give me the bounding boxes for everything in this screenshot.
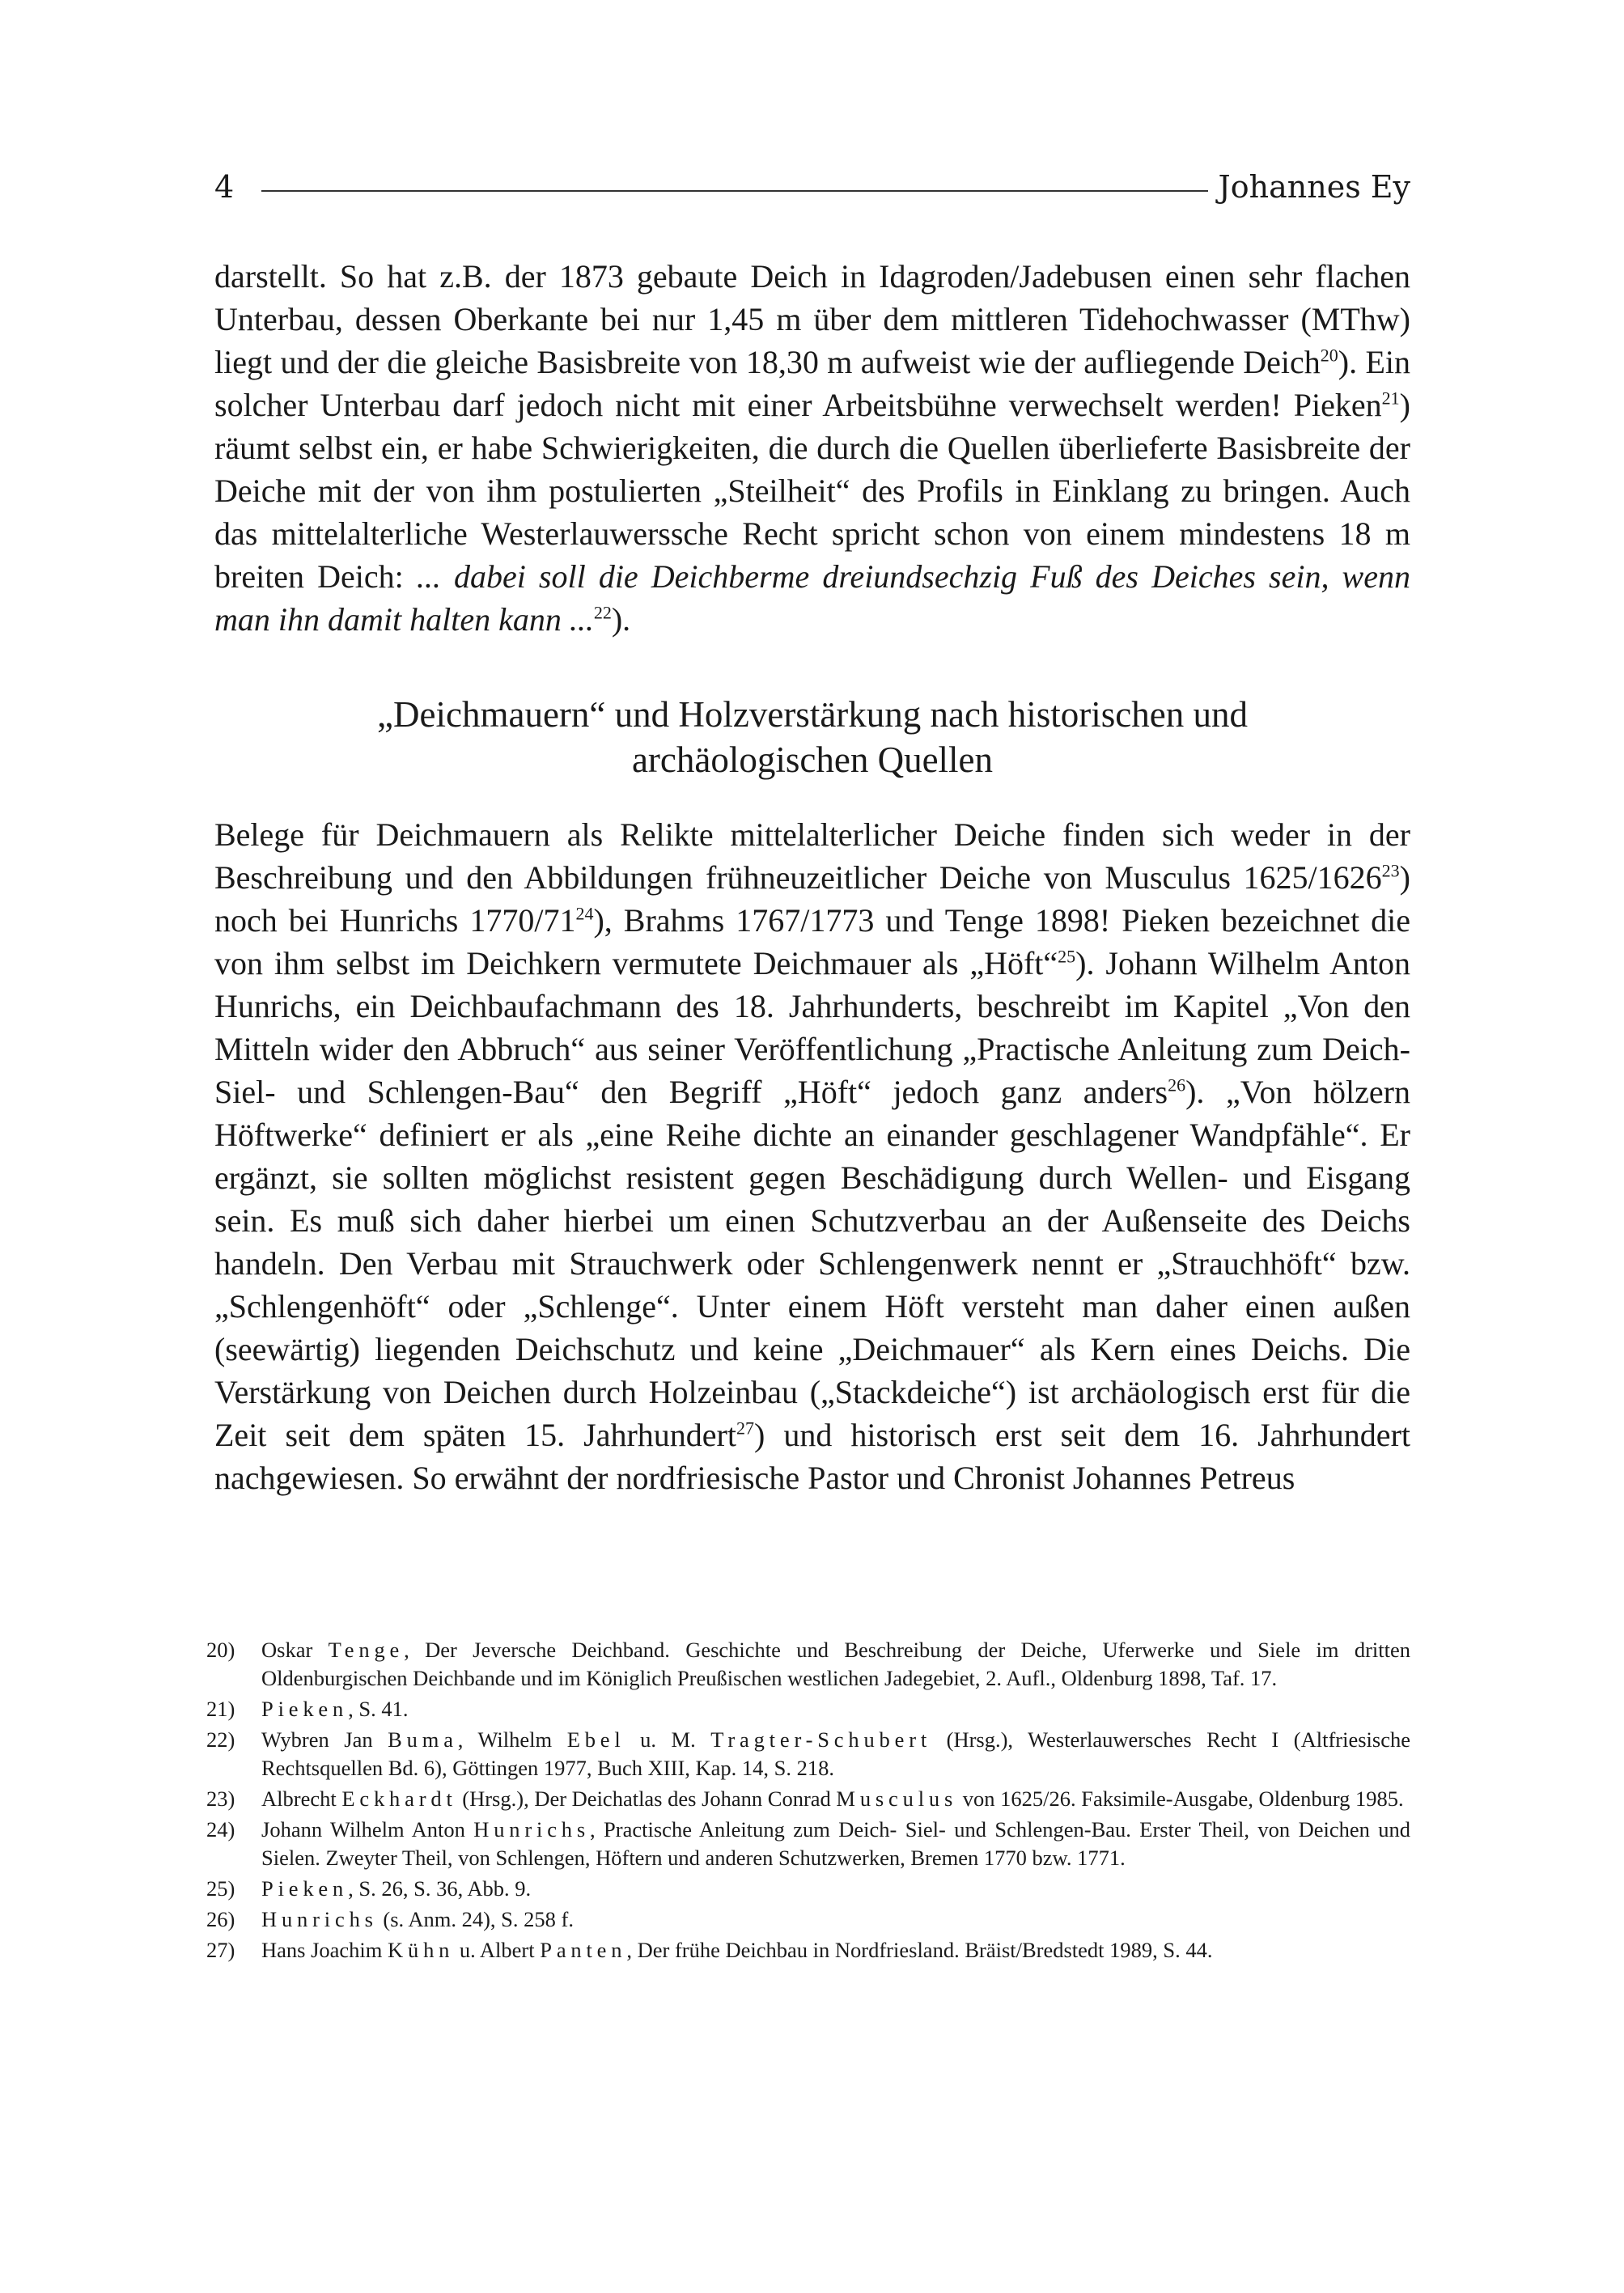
- paragraph-main: [214, 813, 1410, 1499]
- footnote-author-name: Hunrichs: [261, 1907, 378, 1931]
- footnote-text-part: , S. 41.: [348, 1697, 409, 1721]
- section-heading: [214, 692, 1410, 782]
- paragraph-intro: [214, 255, 1410, 641]
- footnote-text-part: (Hrsg.), Der Deichatlas des Johann Conrad: [456, 1787, 837, 1811]
- para2-text-4: ). Johann Wilhelm Anton Hunrichs, ein Deichbaufachmann des 18. Jahrhunderts, beschreibt im Kapitel „Von den Mitteln wider den Abbruch“ aus seiner Veröffentlichung „Practische Anleitung zum Deich- Siel- und Schlengen-Bau“ den Begriff „Höft“ jedoch ganz anders: [214, 945, 1410, 1110]
- footnote-text: [261, 1636, 1410, 1693]
- para2-text-1: Belege für Deichmauern als Relikte mittelalterlicher Deiche finden sich weder in der Beschreibung und den Abbildungen frühneuzeitlicher Deiche von Musculus 1625/1626: [214, 816, 1410, 896]
- footnote-20: [206, 1636, 1410, 1693]
- para1-text-4: ).: [611, 601, 631, 638]
- footnote-text-part: , Der Jeversche Deichband. Geschichte und Beschreibung der Deiche, Uferwerke und Siele im dritten Oldenburgischen Deichbande und im Königlich Preußischen westlichen Jadegebiet, 2. Aufl., Oldenburg 1898, Taf. 17.: [261, 1638, 1410, 1690]
- footnote-number: 22): [206, 1727, 235, 1752]
- footnote-text-part: Wybren Jan: [261, 1727, 388, 1752]
- footnote-number: 20): [206, 1638, 235, 1662]
- footnote-text: [261, 1785, 1410, 1813]
- footnote-author-name: Ebel: [566, 1727, 625, 1752]
- footnotes: [206, 1636, 1410, 1967]
- footnote-ref-25: 25: [1058, 946, 1076, 967]
- footnote-text: [261, 1816, 1410, 1872]
- footnote-text-part: Oskar: [261, 1638, 329, 1662]
- footnote-author-name: Pieken: [261, 1697, 349, 1721]
- footnote-author-name: Hunrichs: [473, 1817, 591, 1842]
- footnote-21: [206, 1695, 1410, 1723]
- footnote-ref-24: 24: [575, 903, 594, 924]
- footnote-text-part: (s. Anm. 24), S. 258 f.: [377, 1907, 574, 1931]
- footnote-author-name: Panten: [540, 1938, 627, 1962]
- footnote-text-part: (Hrsg.), Westerlauwersches Recht I (Altfriesische Rechtsquellen Bd. 6), Göttingen 1977, Buch XIII, Kap. 14, S. 218.: [261, 1727, 1410, 1780]
- footnote-text-part: , Der frühe Deichbau in Nordfriesland. Bräist/Bredstedt 1989, S. 44.: [626, 1938, 1213, 1962]
- footnote-text: [261, 1695, 1410, 1723]
- footnote-ref-27: 27: [736, 1418, 754, 1439]
- section-heading-line-2: archäologischen Quellen: [631, 740, 994, 780]
- footnote-text: [261, 1875, 1410, 1903]
- para1-quote: ... dabei soll die Deichberme dreiundsechzig Fuß des Deiches sein, wenn man ihn damit halten kann ...: [214, 558, 1410, 638]
- footnote-text-part: Hans Joachim: [261, 1938, 388, 1962]
- footnote-author-name: Buma: [388, 1727, 458, 1752]
- para2-text-3: ), Brahms 1767/1773 und Tenge 1898! Pieken bezeichnet die von ihm selbst im Deichkern vermutete Deichmauer als „Höft“: [214, 902, 1411, 981]
- footnote-number: 27): [206, 1938, 235, 1962]
- header-rule: [261, 190, 1208, 192]
- footnote-text-part: , Practische Anleitung zum Deich- Siel- und Schlengen-Bau. Erster Theil, von Deichen und Sielen. Zweyter Theil, von Schlengen, Höftern und anderen Schutzwerken, Bremen 1770 bzw. 1771.: [261, 1817, 1410, 1870]
- footnote-text-part: von 1625/26. Faksimile-Ausgabe, Oldenburg 1985.: [957, 1787, 1404, 1811]
- footnote-author-name: Tragter-Schubert: [710, 1727, 932, 1752]
- footnote-number: 25): [206, 1876, 235, 1901]
- footnote-ref-21: 21: [1381, 388, 1400, 409]
- para2-text-2: ) noch bei Hunrichs 1770/71: [214, 859, 1410, 939]
- page-number: 4: [214, 169, 235, 205]
- footnote-text-part: u. Albert: [454, 1938, 541, 1962]
- running-head-author: Johannes Ey: [1218, 169, 1410, 205]
- para2-text-5: ). „Von hölzern Höftwerke“ definiert er als „eine Reihe dichte an einander geschlagener Wandpfähle“. Er ergänzt, sie sollten möglichst resistent gegen Beschädigung durch Wellen- und Eisgang sein. Es muß sich daher hierbei um einen Schutzverbau an der Außenseite des Deichs handeln. Den Verbau mit Strauchwerk oder Schlengenwerk nennt er „Strauchhöft“ bzw. „Schlengenhöft“ oder „Schlenge“. Unter einem Höft versteht man daher einen außen (seewärtig) liegenden Deichschutz und keine „Deichmauer“ als Kern eines Deichs. Die Verstärkung von Deichen durch Holzeinbau („Stackdeiche“) ist archäologisch erst für die Zeit seit dem späten 15. Jahrhundert: [214, 1074, 1410, 1453]
- footnote-number: 24): [206, 1817, 235, 1842]
- footnote-number: 26): [206, 1907, 235, 1931]
- footnote-text: [261, 1936, 1410, 1965]
- footnote-author-name: Musculus: [836, 1787, 958, 1811]
- footnote-text-part: , Wilhelm: [457, 1727, 567, 1752]
- footnote-ref-22: 22: [593, 602, 612, 623]
- para1-text-3: ) räumt selbst ein, er habe Schwierigkeiten, die durch die Quellen überlieferte Basisbreite der Deiche mit der von ihm postulierten „Steilheit“ des Profils in Einklang zu bringen. Auch das mittelalterliche Westerlauwerssche Recht spricht schon von einem mindestens 18 m breiten Deich:: [214, 387, 1410, 595]
- footnote-ref-23: 23: [1381, 860, 1400, 881]
- footnote-text: [261, 1726, 1410, 1782]
- footnote-26: [206, 1905, 1410, 1934]
- footnote-text-part: , S. 26, S. 36, Abb. 9.: [348, 1876, 532, 1901]
- footnote-24: [206, 1816, 1410, 1872]
- footnote-author-name: Eckhardt: [341, 1787, 457, 1811]
- footnote-27: [206, 1936, 1410, 1965]
- para1-text-2: ). Ein solcher Unterbau darf jedoch nicht mit einer Arbeitsbühne verwechselt werden! Pieken: [214, 344, 1410, 423]
- footnote-text-part: Johann Wilhelm Anton: [261, 1817, 474, 1842]
- footnote-text-part: Albrecht: [261, 1787, 342, 1811]
- footnote-number: 23): [206, 1787, 235, 1811]
- footnote-text: [261, 1905, 1410, 1934]
- footnote-author-name: Pieken: [261, 1876, 349, 1901]
- footnote-22: [206, 1726, 1410, 1782]
- footnote-23: [206, 1785, 1410, 1813]
- running-head: [214, 166, 1410, 214]
- footnote-number: 21): [206, 1697, 235, 1721]
- footnote-text-part: u. M.: [625, 1727, 711, 1752]
- footnote-author-name: Kühn: [388, 1938, 455, 1962]
- footnote-author-name: Tenge: [328, 1638, 405, 1662]
- para2-text-6: ) und historisch erst seit dem 16. Jahrhundert nachgewiesen. So erwähnt der nordfriesische Pastor und Chronist Johannes Petreus: [214, 1417, 1410, 1496]
- section-heading-line-1: „Deichmauern“ und Holzverstärkung nach historischen und: [377, 694, 1248, 735]
- para1-text-1: darstellt. So hat z.B. der 1873 gebaute Deich in Idagroden/Jadebusen einen sehr flachen Unterbau, dessen Oberkante bei nur 1,45 m über dem mittleren Tidehochwasser (MThw) liegt und der die gleiche Basisbreite von 18,30 m aufweist wie der aufliegende Deich: [214, 258, 1410, 380]
- footnote-25: [206, 1875, 1410, 1903]
- footnote-ref-20: 20: [1320, 345, 1338, 366]
- footnote-ref-26: 26: [1168, 1074, 1186, 1096]
